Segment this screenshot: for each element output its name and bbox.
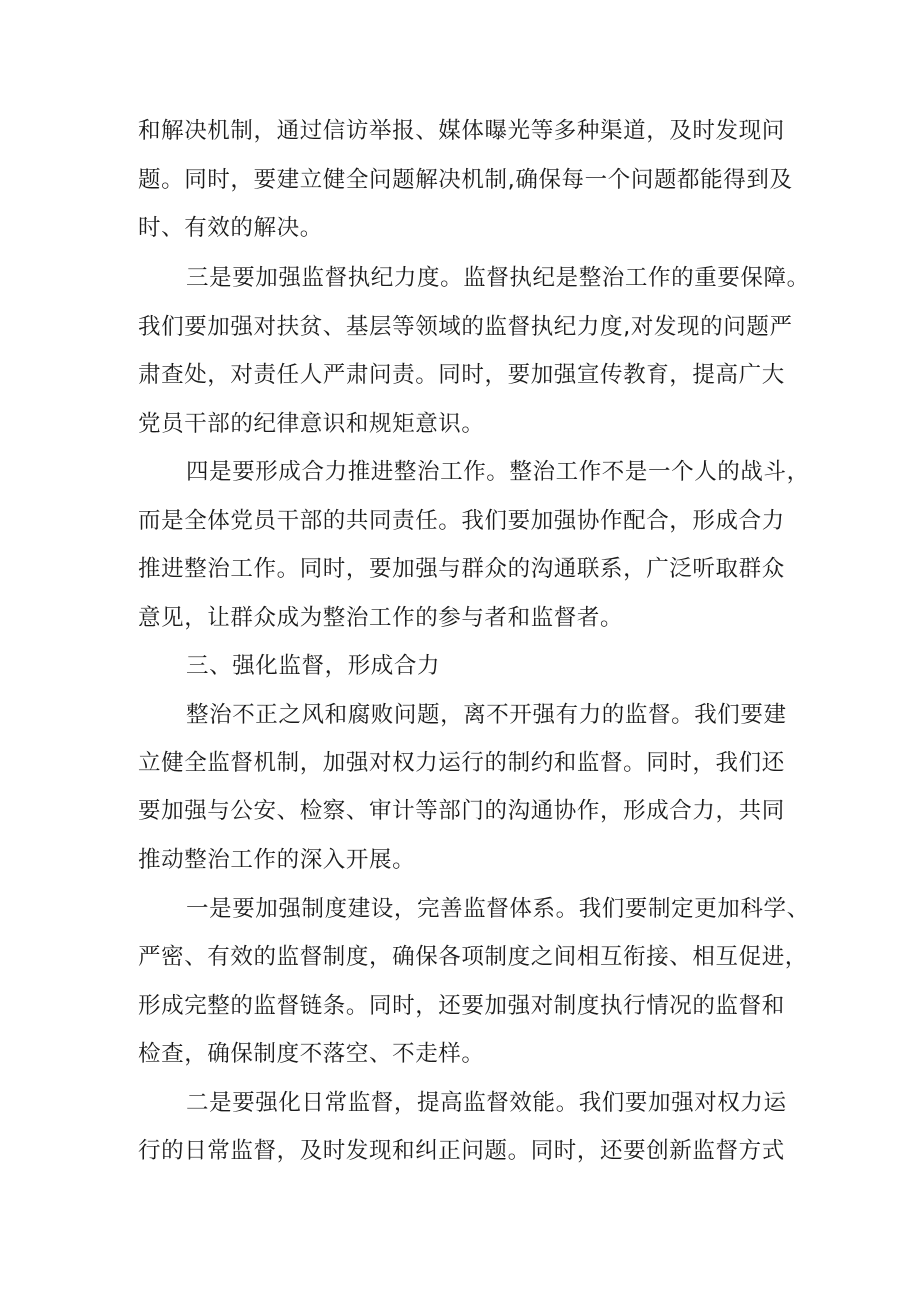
paragraph-line: 党员干部的纪律意识和规矩意识。 (138, 411, 485, 437)
paragraph-line: 整治不正之风和腐败问题，离不开强有力的监督。我们要建 (186, 702, 787, 728)
paragraph-line: 推动整治工作的深入开展。 (138, 847, 416, 873)
paragraph-line: 推进整治工作。同时，要加强与群众的沟通联系，广泛听取群众 (138, 556, 785, 582)
paragraph-line: 我们要加强对扶贫、基层等领域的监督执纪力度,对发现的问题严 (138, 314, 793, 340)
paragraph-line: 形成完整的监督链条。同时，还要加强对制度执行情况的监督和 (138, 993, 785, 1019)
paragraph-line: 四是要形成合力推进整治工作。整治工作不是一个人的战斗， (186, 459, 810, 485)
paragraph-line: 和解决机制，通过信访举报、媒体曝光等多种渠道，及时发现问 (138, 118, 785, 144)
paragraph-line: 意见，让群众成为整治工作的参与者和监督者。 (138, 605, 624, 631)
paragraph-line: 要加强与公安、检察、审计等部门的沟通协作，形成合力，共同 (138, 798, 785, 824)
paragraph-line: 严密、有效的监督制度，确保各项制度之间相互衔接、相互促进， (138, 944, 808, 970)
paragraph-line: 时、有效的解决。 (138, 215, 323, 241)
paragraph-line: 二是要强化日常监督，提高监督效能。我们要加强对权力运 (186, 1090, 787, 1116)
section-heading: 三、强化监督，形成合力 (186, 653, 441, 679)
paragraph-line: 检查，确保制度不落空、不走样。 (138, 1041, 485, 1067)
paragraph-line: 一是要加强制度建设，完善监督体系。我们要制定更加科学、 (186, 896, 810, 922)
paragraph-line: 而是全体党员干部的共同责任。我们要加强协作配合，形成合力 (138, 508, 785, 534)
paragraph-line: 题。同时，要建立健全问题解决机制,确保每一个问题都能得到及 (138, 167, 793, 193)
paragraph-line: 行的日常监督，及时发现和纠正问题。同时，还要创新监督方式 (138, 1138, 785, 1164)
paragraph-line: 立健全监督机制，加强对权力运行的制约和监督。同时，我们还 (138, 750, 785, 776)
paragraph-line: 三是要加强监督执纪力度。监督执纪是整治工作的重要保障。 (186, 265, 810, 291)
paragraph-line: 肃查处，对责任人严肃问责。同时，要加强宣传教育，提高广大 (138, 362, 785, 388)
